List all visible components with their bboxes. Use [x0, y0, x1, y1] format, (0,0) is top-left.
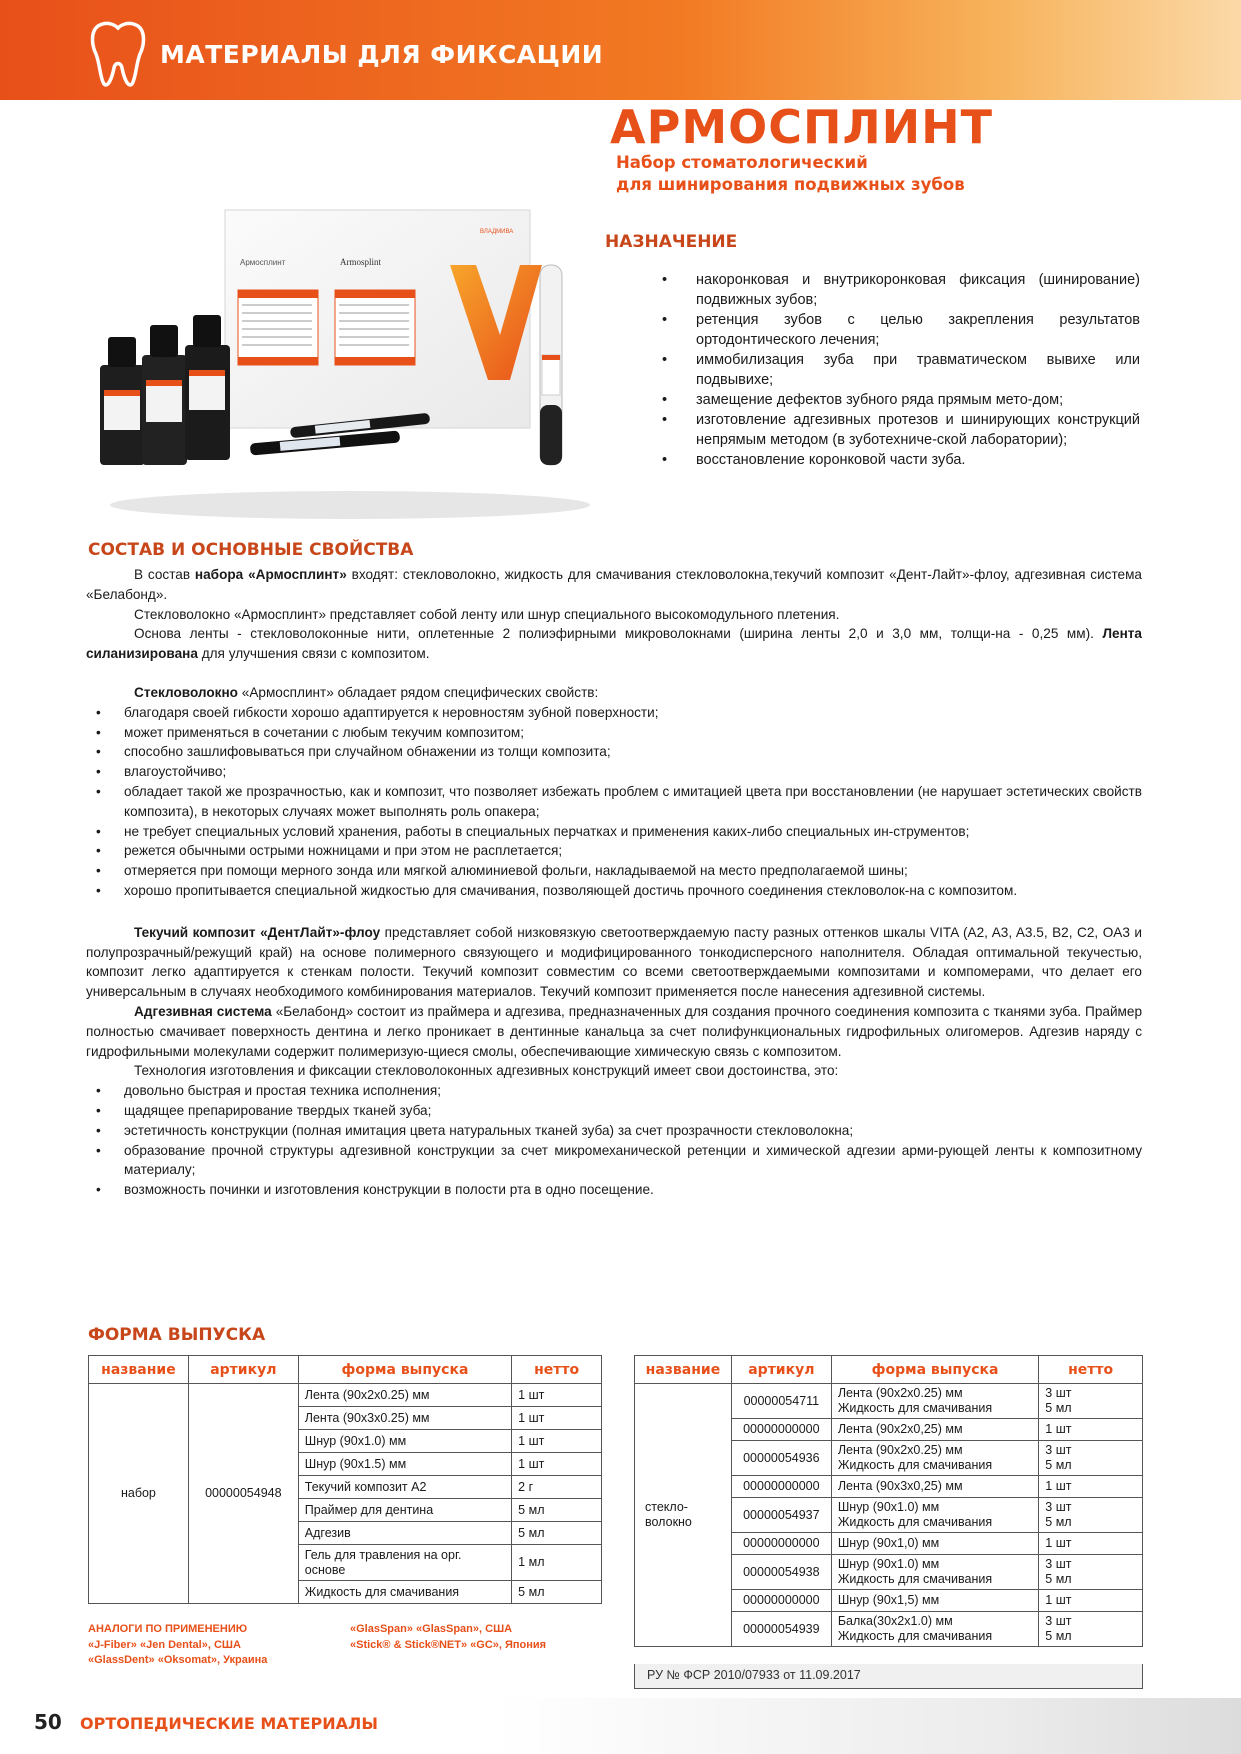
table-row: стекло-волокно 00000054711 Лента (90x2x0.25) мм Жидкость для смачивания 3 шт 5 мл	[635, 1384, 1143, 1419]
column-header: название	[635, 1356, 732, 1384]
table-row: 00000054939 Балка(30x2x1.0) мм Жидкость для смачивания 3 шт 5 мл	[635, 1612, 1143, 1647]
column-header: нетто	[1039, 1356, 1143, 1384]
list-item: • накоронковая и внутрикоронковая фиксация (шинирование) подвижных зубов;	[650, 270, 1140, 310]
column-header: нетто	[512, 1356, 602, 1384]
list-item: • режется обычными острыми ножницами и при этом не расплетается;	[86, 841, 1142, 861]
tech-advantages-list	[86, 1081, 1142, 1200]
page-number: 50	[34, 1710, 62, 1734]
release-heading: ФОРМА ВЫПУСКА	[88, 1325, 266, 1345]
product-title: АРМОСПЛИНТ	[610, 100, 994, 154]
analogs-heading: АНАЛОГИ ПО ПРИМЕНЕНИЮ	[88, 1623, 248, 1635]
table-row: Шнур (90x1.0) мм 1 шт	[89, 1430, 602, 1453]
box-label-en: Armosplint	[340, 257, 382, 267]
list-item: • изготовление адгезивных протезов и шинирующих конструкций непрямым методом (в зуботехниче-ской лаборатории);	[650, 410, 1140, 450]
release-table-fiber	[634, 1355, 1143, 1647]
paragraph: Адгезивная система «Белабонд» состоит из праймера и адгезива, предназначенных для создания прочного соединения композита с тканями зуба. Праймер полностью смачивает поверхность дентина и легко проникает в дентинные канальца за счет полифункциональных гидрофильных олигомеров. Адгезив наряду с гидрофильными молекулами содержит полимеризую-щиеся смолы, обеспечивающие химическую связь с композитом.	[86, 1003, 1142, 1059]
column-header: форма выпуска	[831, 1356, 1038, 1384]
table-row: 00000000000 Шнур (90x1,0) мм 1 шт	[635, 1533, 1143, 1555]
table-row: 00000000000 Лента (90x2x0,25) мм 1 шт	[635, 1419, 1143, 1441]
paragraph: Технология изготовления и фиксации стекловолоконных адгезивных конструкций имеет свои достоинства, это:	[134, 1063, 839, 1079]
release-table-kit	[88, 1355, 602, 1604]
fiber-name-cell: стекло-волокно	[635, 1384, 732, 1647]
fiber-tube	[540, 265, 562, 465]
list-item: • благодаря своей гибкости хорошо адаптируется к неровностям зубной поверхности;	[86, 703, 1142, 723]
purpose-heading: НАЗНАЧЕНИЕ	[605, 232, 738, 252]
product-subtitle-line2: для шинирования подвижных зубов	[616, 175, 965, 194]
list-item: • влагоустойчиво;	[86, 762, 1142, 782]
table-row: Праймер для дентина 5 мл	[89, 1499, 602, 1522]
table-row: 00000000000 Шнур (90x1,5) мм 1 шт	[635, 1590, 1143, 1612]
analogs-left: АНАЛОГИ ПО ПРИМЕНЕНИЮ «J-Fiber» «Jen Dental», США «GlassDent» «Oksomat», Украина	[88, 1623, 268, 1666]
product-kit-illustration	[90, 205, 590, 523]
composition-text	[86, 565, 1142, 1200]
table-row: 00000054936 Лента (90x2x0.25) мм Жидкость для смачивания 3 шт 5 мл	[635, 1441, 1143, 1476]
list-item: • восстановление коронковой части зуба.	[650, 450, 1140, 470]
column-header: название	[89, 1356, 189, 1384]
kit-article-cell: 00000054948	[188, 1384, 298, 1604]
table-row: Адгезив 5 мл	[89, 1522, 602, 1545]
analogs-right: «GlasSpan» «GlasSpan», США «Stick® & Stick®NET» «GC», Япония	[350, 1623, 547, 1651]
fiber-properties-list	[86, 703, 1142, 901]
list-item: • эстетичность конструкции (полная имитация цвета натуральных тканей зуба) за счет прозрачности стекловолокна;	[86, 1121, 1142, 1141]
column-header: артикул	[188, 1356, 298, 1384]
list-item: • не требует специальных условий хранения, работы в специальных перчатках и применения каких-либо специальных ин-струментов;	[86, 822, 1142, 842]
paragraph: Стекловолокно «Армосплинт» обладает рядом специфических свойств:	[134, 684, 599, 700]
list-item: • щадящее препарирование твердых тканей зуба;	[86, 1101, 1142, 1121]
column-header: артикул	[731, 1356, 831, 1384]
list-item: • хорошо пропитывается специальной жидкостью для смачивания, позволяющей достичь прочного соединения стекловолок-на с композитом.	[86, 881, 1142, 901]
table-row: Лента (90x3x0.25) мм 1 шт	[89, 1407, 602, 1430]
paragraph: Стекловолокно «Армосплинт» представляет собой ленту или шнур специального высокомодульного плетения.	[134, 606, 840, 622]
paragraph: Текучий композит «ДентЛайт»-флоу представляет собой низковязкую светоотверждаемую пасту разных оттенков шкалы VITA (A2, A3, A3.5, B2, C2, OA3 и полупрозрачный/режущий край) на основе полимерного связующего и модифицированного тонкодисперсного наполнителя. Обладая оптимальной текучестью, композит легко адаптируется к стенкам полости. Текучий композит совместим со всеми светоотверждаемыми композитами и компомерами, что делает его универсальным в случаях необходимого комбинирования материалов. Текучий композит применяется после нанесения адгезивной системы.	[86, 924, 1142, 1000]
composition-heading: СОСТАВ И ОСНОВНЫЕ СВОЙСТВА	[88, 540, 414, 560]
list-item: • довольно быстрая и простая техника исполнения;	[86, 1081, 1142, 1101]
paragraph: Основа ленты - стекловолоконные нити, оплетенные 2 полиэфирными микроволокнами (ширина ленты 2,0 и 3,0 мм, толщи-на - 0,25 мм). Лента силанизирована для улучшения связи с композитом.	[86, 626, 1142, 662]
list-item: • замещение дефектов зубного ряда прямым мето-дом;	[650, 390, 1140, 410]
list-item: • может применяться в сочетании с любым текучим композитом;	[86, 723, 1142, 743]
product-photo	[90, 205, 590, 523]
product-subtitle	[616, 152, 965, 196]
paragraph: В состав набора «Армосплинт» входят: стекловолокно, жидкость для смачивания стекловолокна,текучий композит «Дент-Лайт»-флоу, адгезивная система «Белабонд».	[86, 567, 1142, 602]
list-item: • ретенция зубов с целью закрепления результатов ортодонтического лечения;	[650, 310, 1140, 350]
table-row: Шнур (90x1.5) мм 1 шт	[89, 1453, 602, 1476]
table-row: набор 00000054948 Лента (90x2x0.25) мм 1 шт	[89, 1384, 602, 1407]
table-row: Гель для травления на орг. основе 1 мл	[89, 1545, 602, 1581]
column-header: форма выпуска	[298, 1356, 511, 1384]
registration-note: РУ № ФСР 2010/07933 от 11.09.2017	[634, 1664, 1143, 1689]
tooth-icon	[88, 18, 148, 88]
table-row: 00000054937 Шнур (90x1.0) мм Жидкость для смачивания 3 шт 5 мл	[635, 1498, 1143, 1533]
table-header-row	[635, 1356, 1143, 1384]
footer-section-title: ОРТОПЕДИЧЕСКИЕ МАТЕРИАЛЫ	[80, 1714, 378, 1733]
table-row: 00000000000 Лента (90x3x0,25) мм 1 шт	[635, 1476, 1143, 1498]
list-item: • образование прочной структуры адгезивной конструкции за счет микромеханической ретенции и химической адгезии арми-рующей ленты к композитному материалу;	[86, 1141, 1142, 1181]
category-title: МАТЕРИАЛЫ ДЛЯ ФИКСАЦИИ	[160, 40, 604, 69]
table-row: 00000054938 Шнур (90x1.0) мм Жидкость для смачивания 3 шт 5 мл	[635, 1555, 1143, 1590]
kit-name-cell: набор	[89, 1384, 189, 1604]
list-item: • способно зашлифовываться при случайном обнажении из толщи композита;	[86, 742, 1142, 762]
table-row: Текучий композит А2 2 г	[89, 1476, 602, 1499]
box-brand-label: ВЛАДМИВА	[480, 229, 514, 235]
product-subtitle-line1: Набор стоматологический	[616, 153, 868, 172]
purpose-list	[650, 270, 1140, 470]
list-item: • обладает такой же прозрачностью, как и композит, что позволяет избежать проблем с имитацией цвета при восстановлении (не нарушает эстетических свойств композита), в некоторых случаях может выполнять роль опакера;	[86, 782, 1142, 822]
list-item: • возможность починки и изготовления конструкции в полости рта в одно посещение.	[86, 1180, 1142, 1200]
table-row: Жидкость для смачивания 5 мл	[89, 1581, 602, 1604]
box-label-ru: Армосплинт	[240, 258, 286, 267]
list-item: • иммобилизация зуба при травматическом вывихе или подвывихе;	[650, 350, 1140, 390]
list-item: • отмеряется при помощи мерного зонда или мягкой алюминиевой фольги, накладываемой на место предполагаемой шины;	[86, 861, 1142, 881]
table-header-row	[89, 1356, 602, 1384]
